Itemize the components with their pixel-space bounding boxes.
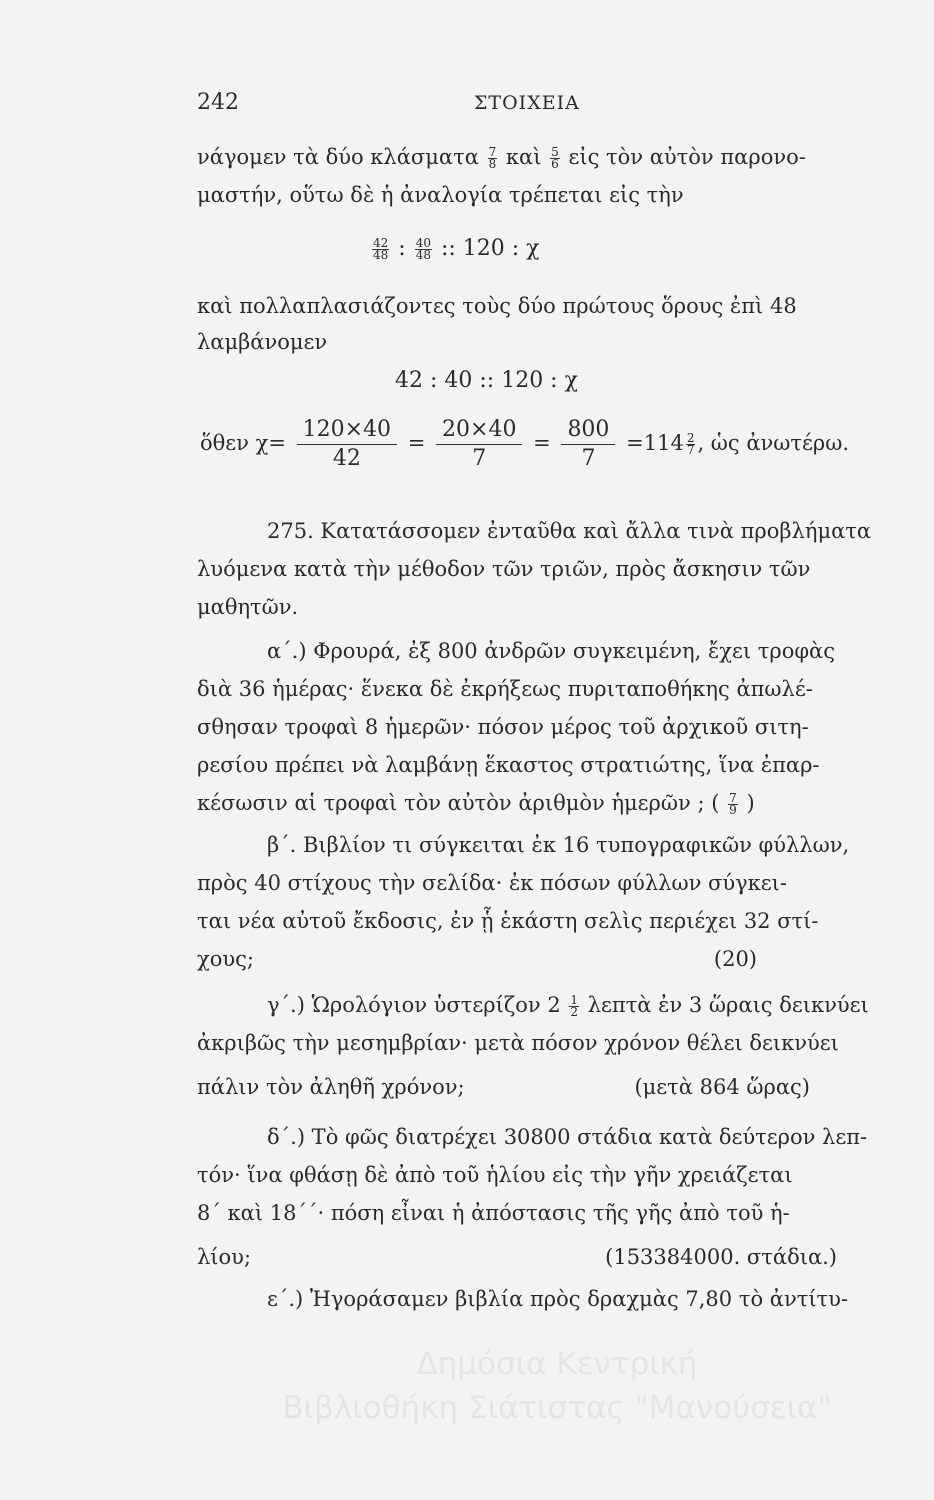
answer: (μετὰ 864 ὥρας) bbox=[634, 1075, 810, 1099]
answer: (20) bbox=[713, 947, 757, 971]
text-line: καὶ πολλαπλασιάζοντες τοὺς δύο πρώτους ὅρους ἐπὶ 48 bbox=[197, 294, 797, 318]
problem-d-line: 8΄ καὶ 18΄΄· πόση εἶναι ἡ ἀπόστασις τῆς γῆς ἀπὸ τοῦ ἡ- bbox=[197, 1201, 790, 1225]
problem-c-line: γ΄.) Ὡρολόγιον ὑστερίζον 2 $\frac{1}{2}$ λεπτὰ ἐν 3 ὥραις δεικνύει bbox=[267, 993, 869, 1019]
problem-a-line: α΄.) Φρουρά, ἐξ 800 ἀνδρῶν συγκειμένη, ἔχει τροφὰς bbox=[267, 639, 835, 663]
paragraph-275-line: 275. Κατατάσσομεν ἐνταῦθα καὶ ἄλλα τινὰ προβλήματα bbox=[267, 519, 872, 543]
problem-c-line: πάλιν τὸν ἀληθῆ χρόνον; (μετὰ 864 ὥρας) bbox=[197, 1068, 810, 1106]
text-line: νάγομεν τὰ δύο κλάσματα $\frac{7}{8}$ καὶ $\frac{5}{6}$ εἰς τὸν αὐτὸν παρονο- bbox=[197, 145, 806, 171]
text-line: λαμβάνομεν bbox=[197, 330, 328, 354]
fraction: $\frac{7}{8}$ bbox=[488, 145, 497, 171]
paragraph-275-line: μαθητῶν. bbox=[197, 595, 299, 619]
solution-equation: ὅθεν χ= $\frac{120\times 40}{42}$ = $\frac{20\times 40}{7}$ = $\frac{800}{7}$ =114 $\frac{2}{7}$ , ὡς ἀνωτέρω. bbox=[200, 417, 850, 471]
problem-e-line: ε΄.) Ἠγοράσαμεν βιβλία πρὸς δραχμὰς 7,80 τὸ ἀντίτυ- bbox=[267, 1287, 849, 1311]
proportion-equation-2: 42 : 40 :: 120 : χ bbox=[395, 368, 578, 393]
problem-d-line: λίου; (153384000. στάδια.) bbox=[197, 1238, 837, 1276]
problem-a-line: σθησαν τροφαὶ 8 ἡμερῶν· πόσον μέρος τοῦ ἀρχικοῦ σιτη- bbox=[197, 715, 809, 739]
problem-a-line: διὰ 36 ἡμέρας· ἕνεκα δὲ ἐκρήξεως πυριταποθήκης ἀπωλέ- bbox=[197, 677, 813, 701]
problem-d-line: δ΄.) Τὸ φῶς διατρέχει 30800 στάδια κατὰ δεύτερον λεπ- bbox=[267, 1125, 868, 1149]
fraction: $\frac{5}{6}$ bbox=[551, 145, 559, 171]
page-number: 242 bbox=[197, 90, 239, 115]
problem-b-line: πρὸς 40 στίχους τὴν σελίδα· ἐκ πόσων φύλλων σύγκει- bbox=[197, 871, 788, 895]
paragraph-275-line: λυόμενα κατὰ τὴν μέθοδον τῶν τριῶν, πρὸς ἄσκησιν τῶν bbox=[197, 557, 811, 581]
problem-d-line: τόν· ἵνα φθάσῃ δὲ ἀπὸ τοῦ ἡλίου εἰς τὴν γῆν χρειάζεται bbox=[197, 1163, 793, 1187]
proportion-equation: $\frac{42}{48}$ : $\frac{40}{48}$ :: 120 : χ bbox=[373, 235, 540, 262]
watermark-line: Βιβλιοθήκη Σιάτιστας "Μανούσεια" bbox=[282, 1390, 832, 1426]
page-header bbox=[197, 90, 856, 124]
problem-a-line: κέσωσιν αἱ τροφαὶ τὸν αὐτὸν ἀριθμὸν ἡμερῶν ; ( $\frac{7}{9}$ ) bbox=[197, 791, 755, 817]
problem-b-line: ται νέα αὐτοῦ ἔκδοσις, ἐν ᾗ ἑκάστη σελὶς περιέχει 32 στί- bbox=[197, 909, 819, 933]
watermark-line: Δημόσια Κεντρική bbox=[416, 1346, 698, 1382]
text-line: μαστήν, οὕτω δὲ ἡ ἀναλογία τρέπεται εἰς τὴν bbox=[197, 183, 684, 207]
problem-a-line: ρεσίου πρέπει νὰ λαμβάνῃ ἕκαστος στρατιώτης, ἵνα ἐπαρ- bbox=[197, 753, 820, 777]
running-title: ΣΤΟΙΧΕΙΑ bbox=[474, 92, 580, 114]
answer: (153384000. στάδια.) bbox=[605, 1245, 837, 1269]
problem-b-line: χους; (20) bbox=[197, 940, 757, 978]
problem-b-line: β΄. Βιβλίον τι σύγκειται ἐκ 16 τυπογραφικῶν φύλλων, bbox=[267, 833, 850, 857]
problem-c-line: ἀκριβῶς τὴν μεσημβρίαν· μετὰ πόσον χρόνον θέλει δεικνύει bbox=[197, 1031, 839, 1055]
